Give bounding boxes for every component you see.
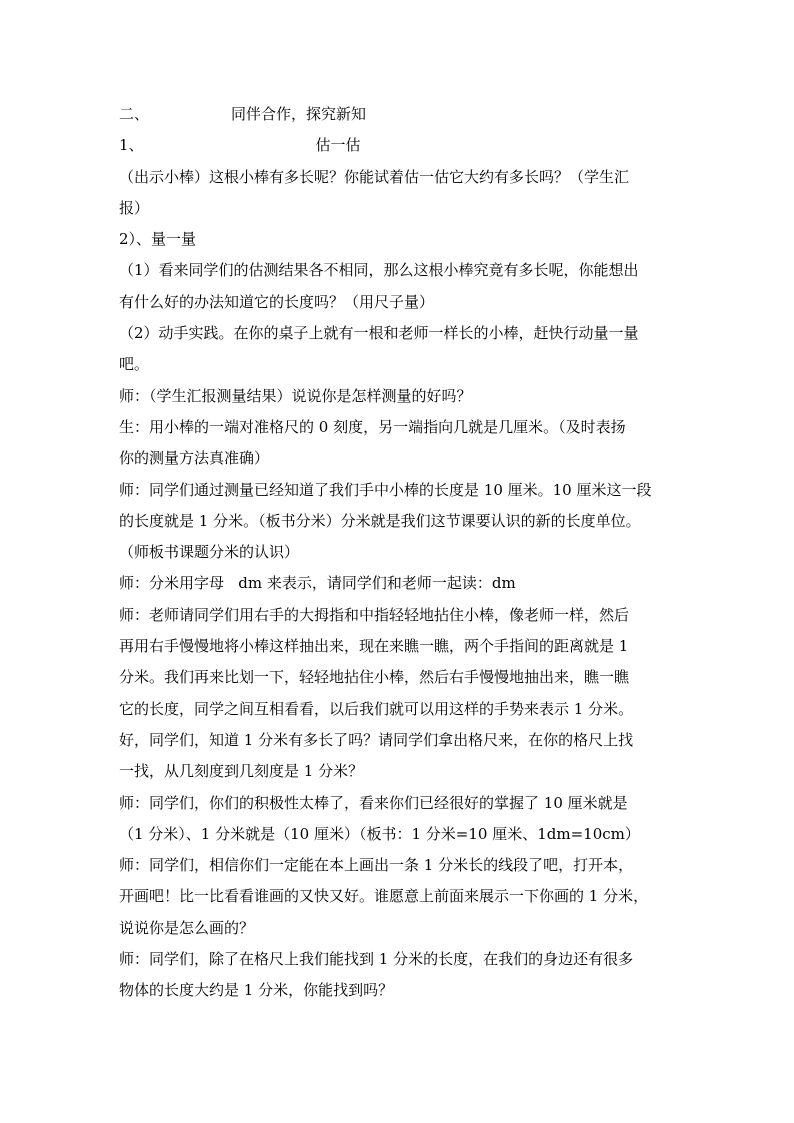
paragraph-line: 师：同学们，你们的积极性太棒了，看来你们已经很好的掌握了 10 厘米就是 — [119, 793, 628, 812]
paragraph-line: 报） — [119, 198, 150, 217]
paragraph-line: 分米。我们再来比划一下，轻轻地拈住小棒，然后右手慢慢地抽出来，瞧一瞧 — [119, 668, 630, 687]
paragraph-line: 一找，从几刻度到几刻度是 1 分米？ — [119, 762, 364, 781]
section-heading — [119, 99, 679, 130]
document-body — [119, 99, 679, 1007]
paragraph-line: （1）看来同学们的估测结果各不相同，那么这根小棒究竟有多长呢，你能想出 — [119, 261, 639, 280]
paragraph-line: （师板书课题分米的认识） — [119, 543, 300, 562]
paragraph-line: 吧。 — [119, 355, 150, 374]
paragraph-line: （出示小棒）这根小棒有多长呢？你能试着估一估它大约有多长吗？（学生汇 — [119, 167, 630, 186]
paragraph-line: 物体的长度大约是 1 分米，你能找到吗？ — [119, 981, 394, 1000]
paragraph-line: 开画吧！比一比看看谁画的又快又好。谁愿意上前面来展示一下你画的 1 分米， — [119, 887, 649, 906]
paragraph-line: 师：（学生汇报测量结果）说说你是怎样测量的好吗？ — [119, 386, 472, 405]
paragraph-line: 好，同学们，知道 1 分米有多长了吗？请同学们拿出格尺来，在你的格尺上找 — [119, 730, 634, 749]
paragraph-line: 你的测量方法真准确） — [119, 449, 270, 468]
section-heading-number: 二、 — [119, 105, 150, 123]
paragraph-line: 师：同学们通过测量已经知道了我们手中小棒的长度是 10 厘米。10 厘米这一段 — [119, 480, 652, 499]
paragraph-line: （1 分米）、1 分米就是（10 厘米）（板书：1 分米=10 厘米、1dm=10cm） — [119, 824, 640, 843]
paragraph-line: 师：老师请同学们用右手的大拇指和中指轻轻地拈住小棒，像老师一样，然后 — [119, 605, 630, 624]
paragraph-line: 再用右手慢慢地将小棒这样抽出来，现在来瞧一瞧，两个手指间的距离就是 1 — [119, 637, 629, 656]
paragraph-line: 师：同学们，除了在格尺上我们能找到 1 分米的长度，在我们的身边还有很多 — [119, 950, 634, 969]
subheading-estimate-number: 1、 — [119, 136, 144, 155]
paragraph-line: 说说你是怎么画的？ — [119, 918, 255, 937]
subheading-estimate-title: 估一估 — [315, 136, 361, 155]
paragraph-line: 2）、量一量 — [119, 230, 197, 249]
subheading-estimate — [119, 130, 679, 161]
paragraph-line: 师：分米用字母 dm 来表示，请同学们和老师一起读：dm — [119, 574, 516, 593]
paragraph-line: 它的长度，同学之间互相看看，以后我们就可以用这样的手势来表示 1 分米。 — [119, 699, 634, 718]
paragraph-line: （2）动手实践。在你的桌子上就有一根和老师一样长的小棒，赶快行动量一量 — [119, 324, 639, 343]
paragraph-line: 的长度就是 1 分米。（板书分米）分米就是我们这节课要认识的新的长度单位。 — [119, 511, 641, 530]
paragraph-line: 有什么好的办法知道它的长度吗？（用尺子量） — [119, 292, 435, 311]
paragraph-line: 生：用小棒的一端对准格尺的 0 刻度，另一端指向几就是几厘米。（及时表扬 — [119, 417, 626, 436]
paragraph-line: 师：同学们，相信你们一定能在本上画出一条 1 分米长的线段了吧，打开本， — [119, 856, 634, 875]
section-heading-title: 同伴合作，探究新知 — [231, 105, 367, 123]
